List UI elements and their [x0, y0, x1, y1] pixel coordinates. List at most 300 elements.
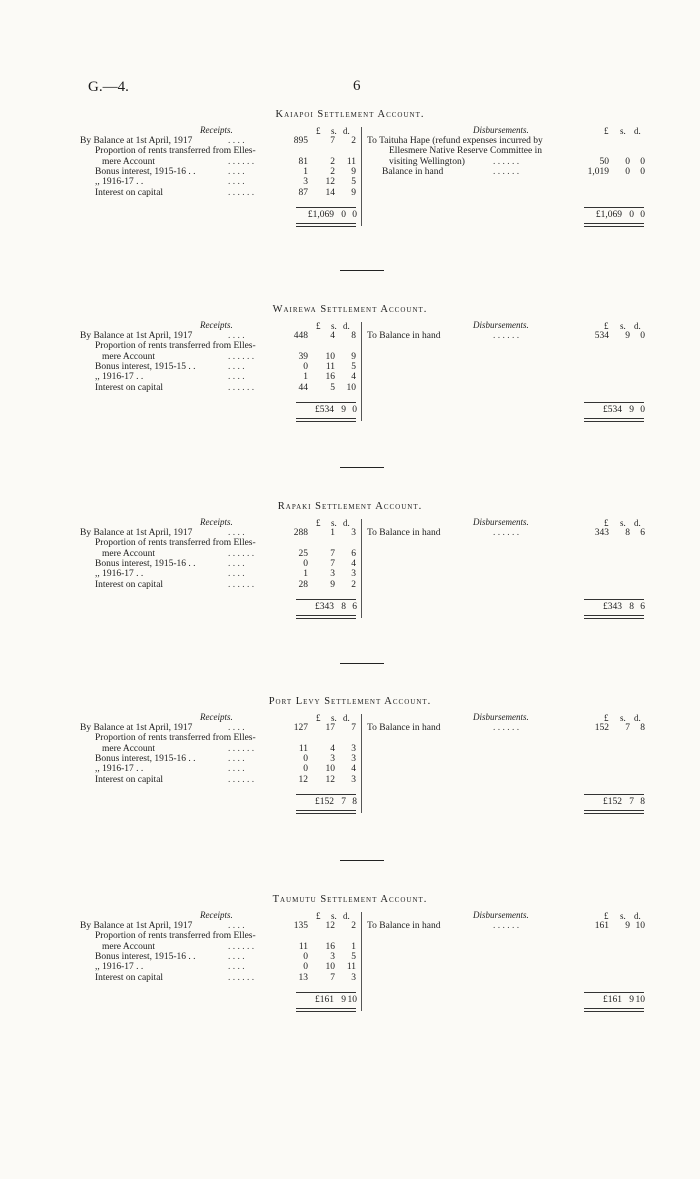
- column-divider: [361, 322, 362, 421]
- receipt-label: Interest on capital: [95, 972, 164, 983]
- receipt-pence: 4: [351, 764, 356, 775]
- disbursements-total-pence: 10: [635, 994, 645, 1005]
- total-rule-top: [296, 992, 356, 993]
- column-divider: [361, 714, 362, 813]
- receipt-shillings: 7: [330, 136, 335, 146]
- disbursements-total: [584, 406, 646, 416]
- receipt-row: [80, 189, 360, 199]
- receipt-shillings: 4: [330, 743, 335, 754]
- receipt-label: Proportion of rents transferred from Elles-: [95, 341, 256, 352]
- receipt-shillings: 10: [325, 764, 335, 775]
- leader-dots: . . . .: [228, 528, 245, 538]
- leader-dots: . . . . . .: [228, 774, 255, 785]
- leader-dots: . . . .: [228, 951, 245, 962]
- disbursement-pence: 6: [640, 528, 645, 538]
- disbursement-shillings: 9: [625, 331, 630, 341]
- leader-dots: . . . .: [228, 753, 245, 764]
- total-double-rule: [296, 615, 356, 616]
- disb-shilling-header: s.: [620, 518, 626, 528]
- disbursements-heading: Disbursements.: [473, 712, 529, 722]
- disb-pound-header: £: [604, 126, 609, 136]
- receipt-pounds: 895: [293, 136, 308, 146]
- disbursements-total-pence: 0: [640, 404, 645, 415]
- receipt-pounds: 0: [303, 361, 308, 372]
- disbursement-label: To Balance in hand: [367, 921, 441, 931]
- receipts-heading: Receipts.: [200, 910, 233, 920]
- receipt-row: [80, 963, 360, 973]
- disbursement-row: [367, 332, 645, 342]
- disbursements-total: [584, 211, 646, 221]
- column-divider: [361, 127, 362, 226]
- receipt-pence: 9: [351, 187, 356, 198]
- receipt-row: [80, 178, 360, 188]
- receipts-total-pence: 8: [352, 796, 357, 807]
- rec-shilling-header: s.: [331, 321, 337, 331]
- total-rule-top: [296, 794, 356, 795]
- page-code: G.—4.: [88, 79, 129, 95]
- receipts-total-pounds: £1,069: [307, 209, 334, 220]
- disbursement-row: [367, 529, 645, 539]
- disbursements-total-pounds: £161: [603, 994, 622, 1005]
- receipt-shillings: 14: [325, 187, 335, 198]
- receipt-label: Proportion of rents transferred from Elles-: [95, 146, 256, 157]
- receipt-label: ,, 1916-17 . .: [95, 569, 144, 580]
- receipts-total-pence: 6: [352, 601, 357, 612]
- total-double-rule: [296, 226, 356, 227]
- disbursements-total-pence: 8: [640, 796, 645, 807]
- section-separator: [340, 270, 384, 271]
- receipt-pounds: 448: [293, 331, 308, 341]
- disbursement-pence: 0: [640, 166, 645, 177]
- leader-dots: . . . . . .: [228, 941, 255, 952]
- section-separator: [340, 467, 384, 468]
- receipt-shillings: 12: [325, 774, 335, 785]
- disbursement-pounds: 50: [599, 156, 609, 167]
- receipt-shillings: 9: [330, 579, 335, 590]
- account-title: Wairewa Settlement Account.: [272, 304, 428, 315]
- receipts-total-shillings: 9: [341, 994, 346, 1005]
- disbursement-label: To Taituha Hape (refund expenses incurred by: [367, 136, 543, 146]
- page-number: 6: [353, 78, 361, 94]
- receipt-pence: 4: [351, 372, 356, 383]
- account-title: Rapaki Settlement Account.: [277, 501, 423, 512]
- leader-dots: . . . . . .: [228, 972, 255, 983]
- leader-dots: . . . .: [228, 764, 245, 775]
- receipt-pounds: 11: [298, 743, 308, 754]
- receipt-shillings: 4: [330, 331, 335, 341]
- total-rule-top: [584, 402, 644, 403]
- settlement-account: [0, 697, 700, 847]
- receipt-label: Interest on capital: [95, 774, 164, 785]
- receipts-total-shillings: 9: [341, 404, 346, 415]
- disbursements-heading: Disbursements.: [473, 320, 529, 330]
- disb-shilling-header: s.: [620, 911, 626, 921]
- receipt-label: mere Account: [102, 156, 156, 167]
- total-double-rule: [584, 810, 644, 811]
- receipt-shillings: 10: [325, 351, 335, 362]
- settlement-account: [0, 110, 700, 260]
- receipts-heading: Receipts.: [200, 712, 233, 722]
- receipt-label: mere Account: [102, 743, 156, 754]
- total-double-rule: [296, 418, 356, 419]
- total-double-rule: [584, 226, 644, 227]
- receipt-label: Bonus interest, 1915-15 . .: [95, 361, 196, 372]
- disbursements-total-shillings: 9: [629, 994, 634, 1005]
- receipts-total-pence: 0: [352, 404, 357, 415]
- receipt-pence: 5: [351, 951, 356, 962]
- receipt-label: Interest on capital: [95, 579, 164, 590]
- disbursements-heading: Disbursements.: [473, 125, 529, 135]
- receipt-label: Interest on capital: [95, 382, 164, 393]
- total-rule-top: [584, 207, 644, 208]
- receipt-shillings: 17: [325, 723, 335, 733]
- disbursements-total-pounds: £343: [603, 601, 622, 612]
- disbursement-label: To Balance in hand: [367, 331, 441, 341]
- receipt-pence: 4: [351, 558, 356, 569]
- receipts-total-pounds: £161: [315, 994, 334, 1005]
- receipt-pounds: 127: [293, 723, 308, 733]
- receipt-pounds: 13: [298, 972, 308, 983]
- total-double-rule: [584, 1011, 644, 1012]
- disbursements-total: [584, 603, 646, 613]
- total-rule-top: [584, 992, 644, 993]
- total-double-rule: [584, 615, 644, 616]
- disbursements-heading: Disbursements.: [473, 910, 529, 920]
- rec-pound-header: £: [316, 126, 321, 136]
- receipt-pounds: 0: [303, 558, 308, 569]
- total-rule-top: [296, 402, 356, 403]
- receipt-row: [80, 373, 360, 383]
- total-double-rule: [296, 810, 356, 811]
- receipt-label: Bonus interest, 1915-16 . .: [95, 951, 196, 962]
- receipt-label: mere Account: [102, 351, 156, 362]
- disb-pound-header: £: [604, 713, 609, 723]
- receipts-heading: Receipts.: [200, 517, 233, 527]
- total-double-rule: [584, 618, 644, 619]
- receipt-shillings: 5: [330, 382, 335, 393]
- receipt-pounds: 1: [303, 166, 308, 177]
- receipt-shillings: 10: [325, 962, 335, 973]
- receipt-pounds: 0: [303, 753, 308, 764]
- rec-pence-header: d.: [343, 321, 350, 331]
- rec-shilling-header: s.: [331, 911, 337, 921]
- receipt-shillings: 12: [325, 921, 335, 931]
- disb-pound-header: £: [604, 321, 609, 331]
- leader-dots: . . . . . .: [228, 743, 255, 754]
- receipt-pence: 11: [346, 962, 356, 973]
- leader-dots: . . . . . .: [228, 382, 255, 393]
- receipt-label: mere Account: [102, 941, 156, 952]
- total-rule-top: [584, 794, 644, 795]
- receipt-pounds: 0: [303, 962, 308, 973]
- leader-dots: . . . .: [228, 921, 245, 931]
- leader-dots: . . . .: [228, 361, 245, 372]
- disbursement-label: visiting Wellington): [389, 156, 465, 167]
- receipts-total: [296, 603, 360, 613]
- receipt-pounds: 25: [298, 548, 308, 559]
- receipt-pounds: 1: [303, 372, 308, 383]
- total-double-rule: [584, 421, 644, 422]
- receipt-pence: 2: [351, 136, 356, 146]
- disbursement-shillings: 9: [625, 921, 630, 931]
- disbursements-total: [584, 798, 646, 808]
- disbursements-total-shillings: 9: [629, 404, 634, 415]
- receipt-pence: 11: [346, 156, 356, 167]
- total-double-rule: [584, 813, 644, 814]
- disb-shilling-header: s.: [620, 126, 626, 136]
- receipt-pounds: 39: [298, 351, 308, 362]
- receipt-label: Proportion of rents transferred from Elles-: [95, 931, 256, 942]
- disbursements-total: [584, 996, 646, 1006]
- receipts-total-shillings: 0: [341, 209, 346, 220]
- disbursements-heading: Disbursements.: [473, 517, 529, 527]
- receipt-row: [80, 776, 360, 786]
- receipt-label: By Balance at 1st April, 1917: [80, 723, 193, 733]
- leader-dots: . . . .: [228, 136, 245, 146]
- receipt-shillings: 2: [330, 156, 335, 167]
- rec-shilling-header: s.: [331, 126, 337, 136]
- receipt-label: Interest on capital: [95, 187, 164, 198]
- leader-dots: . . . . . .: [228, 548, 255, 559]
- disb-pence-header: d.: [634, 911, 641, 921]
- receipt-label: Bonus interest, 1915-16 . .: [95, 558, 196, 569]
- total-double-rule: [584, 1008, 644, 1009]
- disbursement-pounds: 161: [594, 921, 609, 931]
- total-double-rule: [584, 418, 644, 419]
- receipt-shillings: 7: [330, 972, 335, 983]
- disbursements-total-pounds: £152: [603, 796, 622, 807]
- receipt-pounds: 288: [293, 528, 308, 538]
- receipt-shillings: 3: [330, 569, 335, 580]
- receipt-pounds: 135: [293, 921, 308, 931]
- disbursements-total-pounds: £1,069: [595, 209, 622, 220]
- disbursement-row: [367, 724, 645, 734]
- disb-pound-header: £: [604, 911, 609, 921]
- receipt-shillings: 3: [330, 951, 335, 962]
- disbursement-pounds: 534: [594, 331, 609, 341]
- disbursement-row: [367, 168, 645, 178]
- disb-shilling-header: s.: [620, 713, 626, 723]
- rec-pound-header: £: [316, 911, 321, 921]
- receipt-label: Bonus interest, 1915-16 . .: [95, 166, 196, 177]
- section-separator: [340, 663, 384, 664]
- receipt-shillings: 16: [325, 372, 335, 383]
- rec-pence-header: d.: [343, 713, 350, 723]
- receipt-pence: 1: [351, 941, 356, 952]
- leader-dots: . . . .: [228, 723, 245, 733]
- leader-dots: . . . .: [228, 372, 245, 383]
- total-double-rule: [296, 421, 356, 422]
- disbursement-pence: 8: [640, 723, 645, 733]
- total-double-rule: [296, 223, 356, 224]
- receipt-pence: 5: [351, 361, 356, 372]
- rec-pound-header: £: [316, 518, 321, 528]
- account-title: Taumutu Settlement Account.: [272, 894, 428, 905]
- disb-pence-header: d.: [634, 321, 641, 331]
- receipt-label: ,, 1916-17 . .: [95, 962, 144, 973]
- receipt-pounds: 28: [298, 579, 308, 590]
- disb-pence-header: d.: [634, 713, 641, 723]
- receipts-total-pence: 0: [352, 209, 357, 220]
- leader-dots: . . . . . .: [493, 528, 520, 538]
- receipt-pence: 6: [351, 548, 356, 559]
- total-double-rule: [296, 1008, 356, 1009]
- receipt-label: Proportion of rents transferred from Elles-: [95, 733, 256, 744]
- receipt-label: By Balance at 1st April, 1917: [80, 921, 193, 931]
- receipt-label: ,, 1916-17 . .: [95, 177, 144, 188]
- rec-pound-header: £: [316, 321, 321, 331]
- receipts-heading: Receipts.: [200, 320, 233, 330]
- rec-shilling-header: s.: [331, 713, 337, 723]
- disbursements-total-shillings: 7: [629, 796, 634, 807]
- column-divider: [361, 912, 362, 1011]
- total-rule-top: [296, 599, 356, 600]
- receipts-total-pence: 10: [347, 994, 357, 1005]
- disbursement-label: To Balance in hand: [367, 723, 441, 733]
- disbursements-total-shillings: 8: [629, 601, 634, 612]
- disbursement-pounds: 1,019: [587, 166, 609, 177]
- disbursement-label: To Balance in hand: [367, 528, 441, 538]
- settlement-account: [0, 895, 700, 1045]
- disbursements-total-pence: 6: [640, 601, 645, 612]
- receipt-shillings: 7: [330, 558, 335, 569]
- leader-dots: . . . .: [228, 558, 245, 569]
- receipts-total: [296, 798, 360, 808]
- disbursement-pounds: 343: [594, 528, 609, 538]
- receipt-shillings: 2: [330, 166, 335, 177]
- disbursement-shillings: 8: [625, 528, 630, 538]
- leader-dots: . . . . . .: [228, 156, 255, 167]
- receipt-pence: 3: [351, 528, 356, 538]
- section-separator: [340, 860, 384, 861]
- total-double-rule: [584, 223, 644, 224]
- disbursement-pence: 0: [640, 331, 645, 341]
- leader-dots: . . . . . .: [493, 921, 520, 931]
- receipt-pence: 10: [346, 382, 356, 393]
- receipt-shillings: 11: [325, 361, 335, 372]
- leader-dots: . . . . . .: [228, 351, 255, 362]
- receipt-pounds: 81: [298, 156, 308, 167]
- receipt-pence: 3: [351, 743, 356, 754]
- receipts-total: [296, 211, 360, 221]
- receipt-row: [80, 765, 360, 775]
- receipt-row: [80, 581, 360, 591]
- receipt-pence: 9: [351, 166, 356, 177]
- receipt-label: ,, 1916-17 . .: [95, 764, 144, 775]
- disbursement-label: Balance in hand: [382, 166, 444, 177]
- disbursement-row: [367, 922, 645, 932]
- rec-pence-header: d.: [343, 126, 350, 136]
- receipt-pounds: 1: [303, 569, 308, 580]
- leader-dots: . . . . . .: [228, 579, 255, 590]
- leader-dots: . . . . . .: [493, 723, 520, 733]
- rec-pound-header: £: [316, 713, 321, 723]
- receipt-pence: 2: [351, 579, 356, 590]
- receipts-total-pounds: £152: [315, 796, 334, 807]
- receipt-label: By Balance at 1st April, 1917: [80, 528, 193, 538]
- receipt-row: [80, 384, 360, 394]
- total-double-rule: [296, 813, 356, 814]
- receipt-label: Proportion of rents transferred from Elles-: [95, 538, 256, 549]
- rec-pence-header: d.: [343, 911, 350, 921]
- receipt-shillings: 16: [325, 941, 335, 952]
- receipt-row: [80, 570, 360, 580]
- disbursement-pounds: 152: [594, 723, 609, 733]
- receipt-pence: 2: [351, 921, 356, 931]
- receipt-pence: 8: [351, 331, 356, 341]
- disbursement-shillings: 0: [625, 166, 630, 177]
- receipt-shillings: 3: [330, 753, 335, 764]
- settlement-account: [0, 502, 700, 652]
- leader-dots: . . . . . .: [493, 331, 520, 341]
- leader-dots: . . . .: [228, 569, 245, 580]
- receipt-label: mere Account: [102, 548, 156, 559]
- disb-pound-header: £: [604, 518, 609, 528]
- disbursement-shillings: 7: [625, 723, 630, 733]
- disb-pence-header: d.: [634, 126, 641, 136]
- receipt-pounds: 0: [303, 764, 308, 775]
- rec-pence-header: d.: [343, 518, 350, 528]
- receipt-shillings: 1: [330, 528, 335, 538]
- receipt-pence: 3: [351, 569, 356, 580]
- rec-shilling-header: s.: [331, 518, 337, 528]
- receipt-label: Bonus interest, 1915-16 . .: [95, 753, 196, 764]
- receipt-pounds: 87: [298, 187, 308, 198]
- receipt-pounds: 44: [298, 382, 308, 393]
- receipts-total-shillings: 8: [341, 601, 346, 612]
- receipt-pence: 9: [351, 351, 356, 362]
- leader-dots: . . . .: [228, 331, 245, 341]
- settlement-account: [0, 305, 700, 455]
- leader-dots: . . . . . .: [493, 156, 520, 167]
- disbursements-total-shillings: 0: [629, 209, 634, 220]
- disbursements-total-pence: 0: [640, 209, 645, 220]
- disbursement-shillings: 0: [625, 156, 630, 167]
- receipt-pence: 3: [351, 753, 356, 764]
- receipts-heading: Receipts.: [200, 125, 233, 135]
- account-title: Port Levy Settlement Account.: [268, 696, 432, 707]
- receipt-label: By Balance at 1st April, 1917: [80, 136, 193, 146]
- total-double-rule: [296, 1011, 356, 1012]
- disbursement-pence: 10: [635, 921, 645, 931]
- total-rule-top: [584, 599, 644, 600]
- disb-shilling-header: s.: [620, 321, 626, 331]
- total-double-rule: [296, 618, 356, 619]
- receipts-total-pounds: £343: [315, 601, 334, 612]
- receipt-pence: 3: [351, 774, 356, 785]
- leader-dots: . . . . . .: [228, 187, 255, 198]
- receipt-row: [80, 974, 360, 984]
- receipts-total: [296, 406, 360, 416]
- leader-dots: . . . .: [228, 177, 245, 188]
- total-rule-top: [296, 207, 356, 208]
- receipt-label: ,, 1916-17 . .: [95, 372, 144, 383]
- disbursement-label: Ellesmere Native Reserve Committee in: [389, 146, 543, 157]
- receipt-pence: 5: [351, 177, 356, 188]
- receipt-shillings: 12: [325, 177, 335, 188]
- leader-dots: . . . . . .: [493, 166, 520, 177]
- receipts-total-shillings: 7: [341, 796, 346, 807]
- receipt-pounds: 12: [298, 774, 308, 785]
- receipt-pounds: 3: [303, 177, 308, 188]
- receipt-label: By Balance at 1st April, 1917: [80, 331, 193, 341]
- receipts-total-pounds: £534: [315, 404, 334, 415]
- receipt-pence: 7: [351, 723, 356, 733]
- disbursement-pence: 0: [640, 156, 645, 167]
- disb-pence-header: d.: [634, 518, 641, 528]
- leader-dots: . . . .: [228, 166, 245, 177]
- receipt-pounds: 0: [303, 951, 308, 962]
